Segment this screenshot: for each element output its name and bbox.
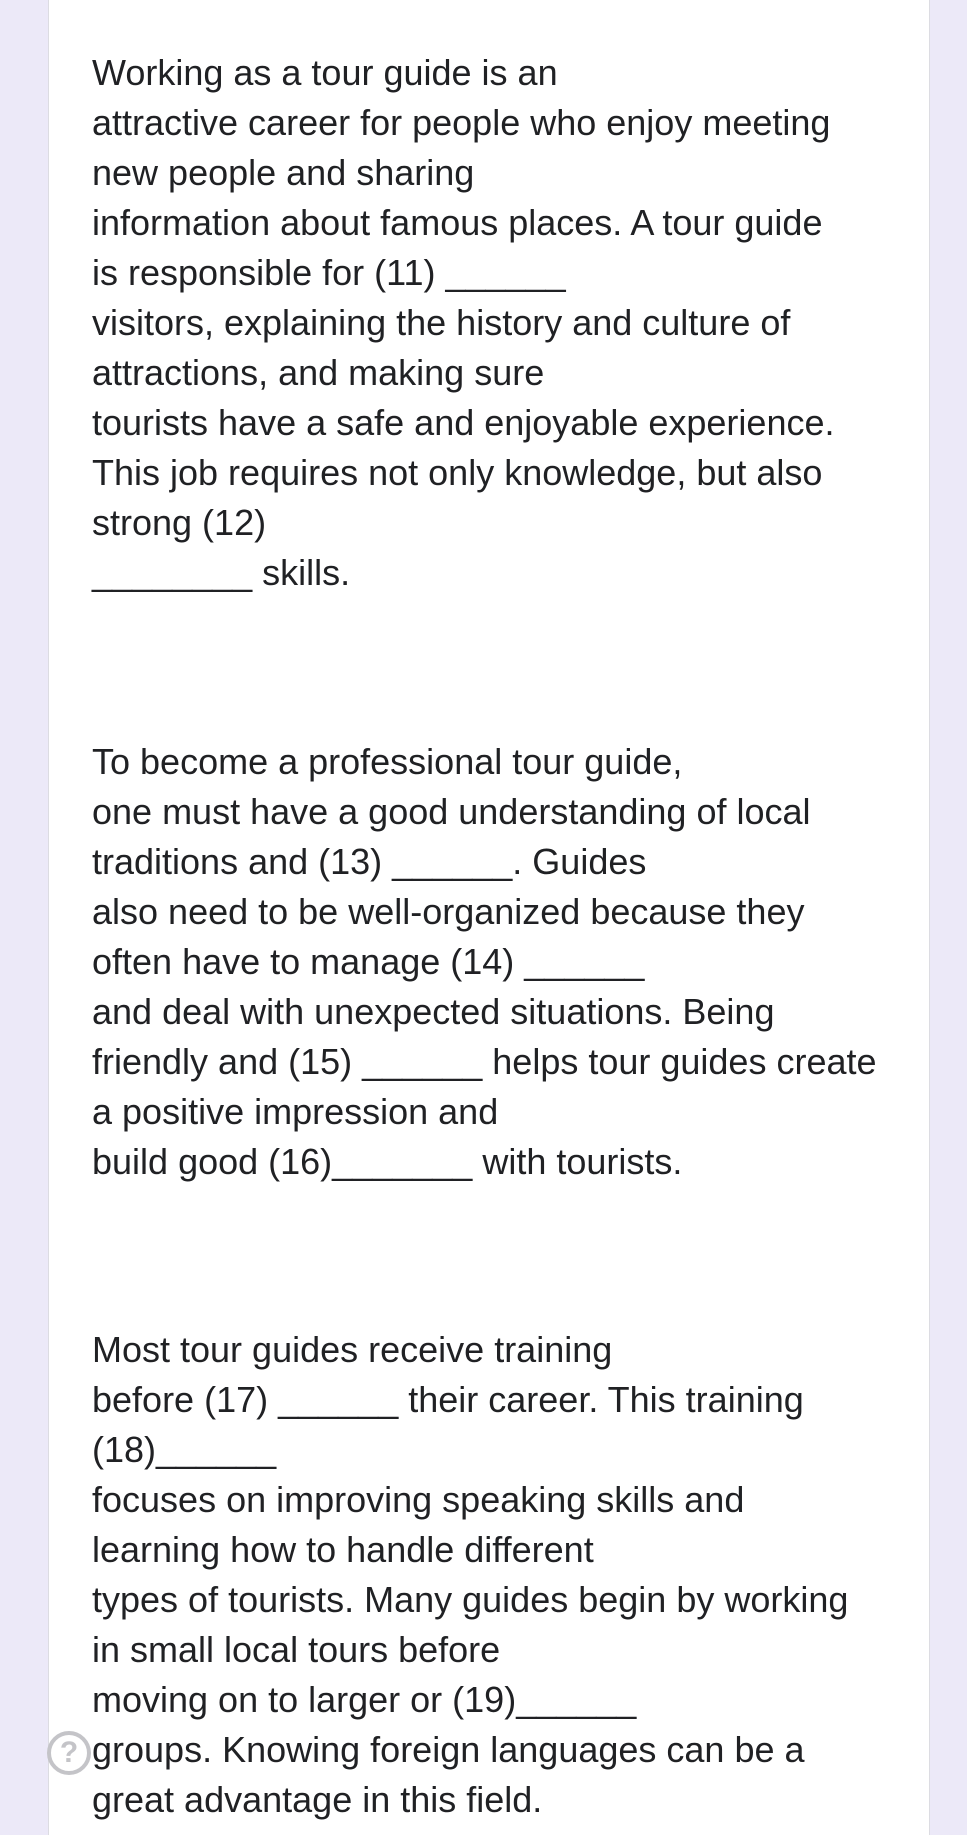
text-line: information about famous places. A tour guide [92,202,823,243]
passage-paragraph-1 [92,48,912,598]
text-line: visitors, explaining the history and culture of [92,302,791,343]
text-line: in small local tours before [92,1629,501,1670]
text-line: To become a professional tour guide, [92,741,683,782]
text-line: also need to be well-organized because they [92,891,805,932]
passage-card [48,0,930,1835]
text-line: new people and sharing [92,152,475,193]
text-line: build good (16)_______ with tourists. [92,1141,683,1182]
help-icon[interactable]: ? [47,1731,91,1775]
text-line: Working as a tour guide is an [92,52,558,93]
text-line: ________ skills. [92,552,351,593]
text-line: often have to manage (14) ______ [92,941,645,982]
passage-paragraph-2 [92,737,912,1187]
text-line: friendly and (15) ______ helps tour guides create [92,1041,877,1082]
text-line: attractive career for people who enjoy meeting [92,102,831,143]
text-line: great advantage in this field. [92,1779,543,1820]
text-line: attractions, and making sure [92,352,545,393]
text-line: types of tourists. Many guides begin by working [92,1579,849,1620]
text-line: focuses on improving speaking skills and [92,1479,745,1520]
text-line: strong (12) [92,502,267,543]
text-line: Most tour guides receive training [92,1329,613,1370]
text-line: learning how to handle different [92,1529,594,1570]
text-line: This job requires not only knowledge, but also [92,452,823,493]
text-line: is responsible for (11) ______ [92,252,566,293]
passage-paragraph-3 [92,1325,912,1825]
text-line: groups. Knowing foreign languages can be a [92,1729,805,1770]
text-line: tourists have a safe and enjoyable experience. [92,402,835,443]
text-line: one must have a good understanding of local [92,791,811,832]
text-line: a positive impression and [92,1091,499,1132]
text-line: traditions and (13) ______. Guides [92,841,647,882]
text-line: and deal with unexpected situations. Being [92,991,775,1032]
text-line: (18)______ [92,1429,277,1470]
text-line: moving on to larger or (19)______ [92,1679,637,1720]
text-line: before (17) ______ their career. This training [92,1379,804,1420]
